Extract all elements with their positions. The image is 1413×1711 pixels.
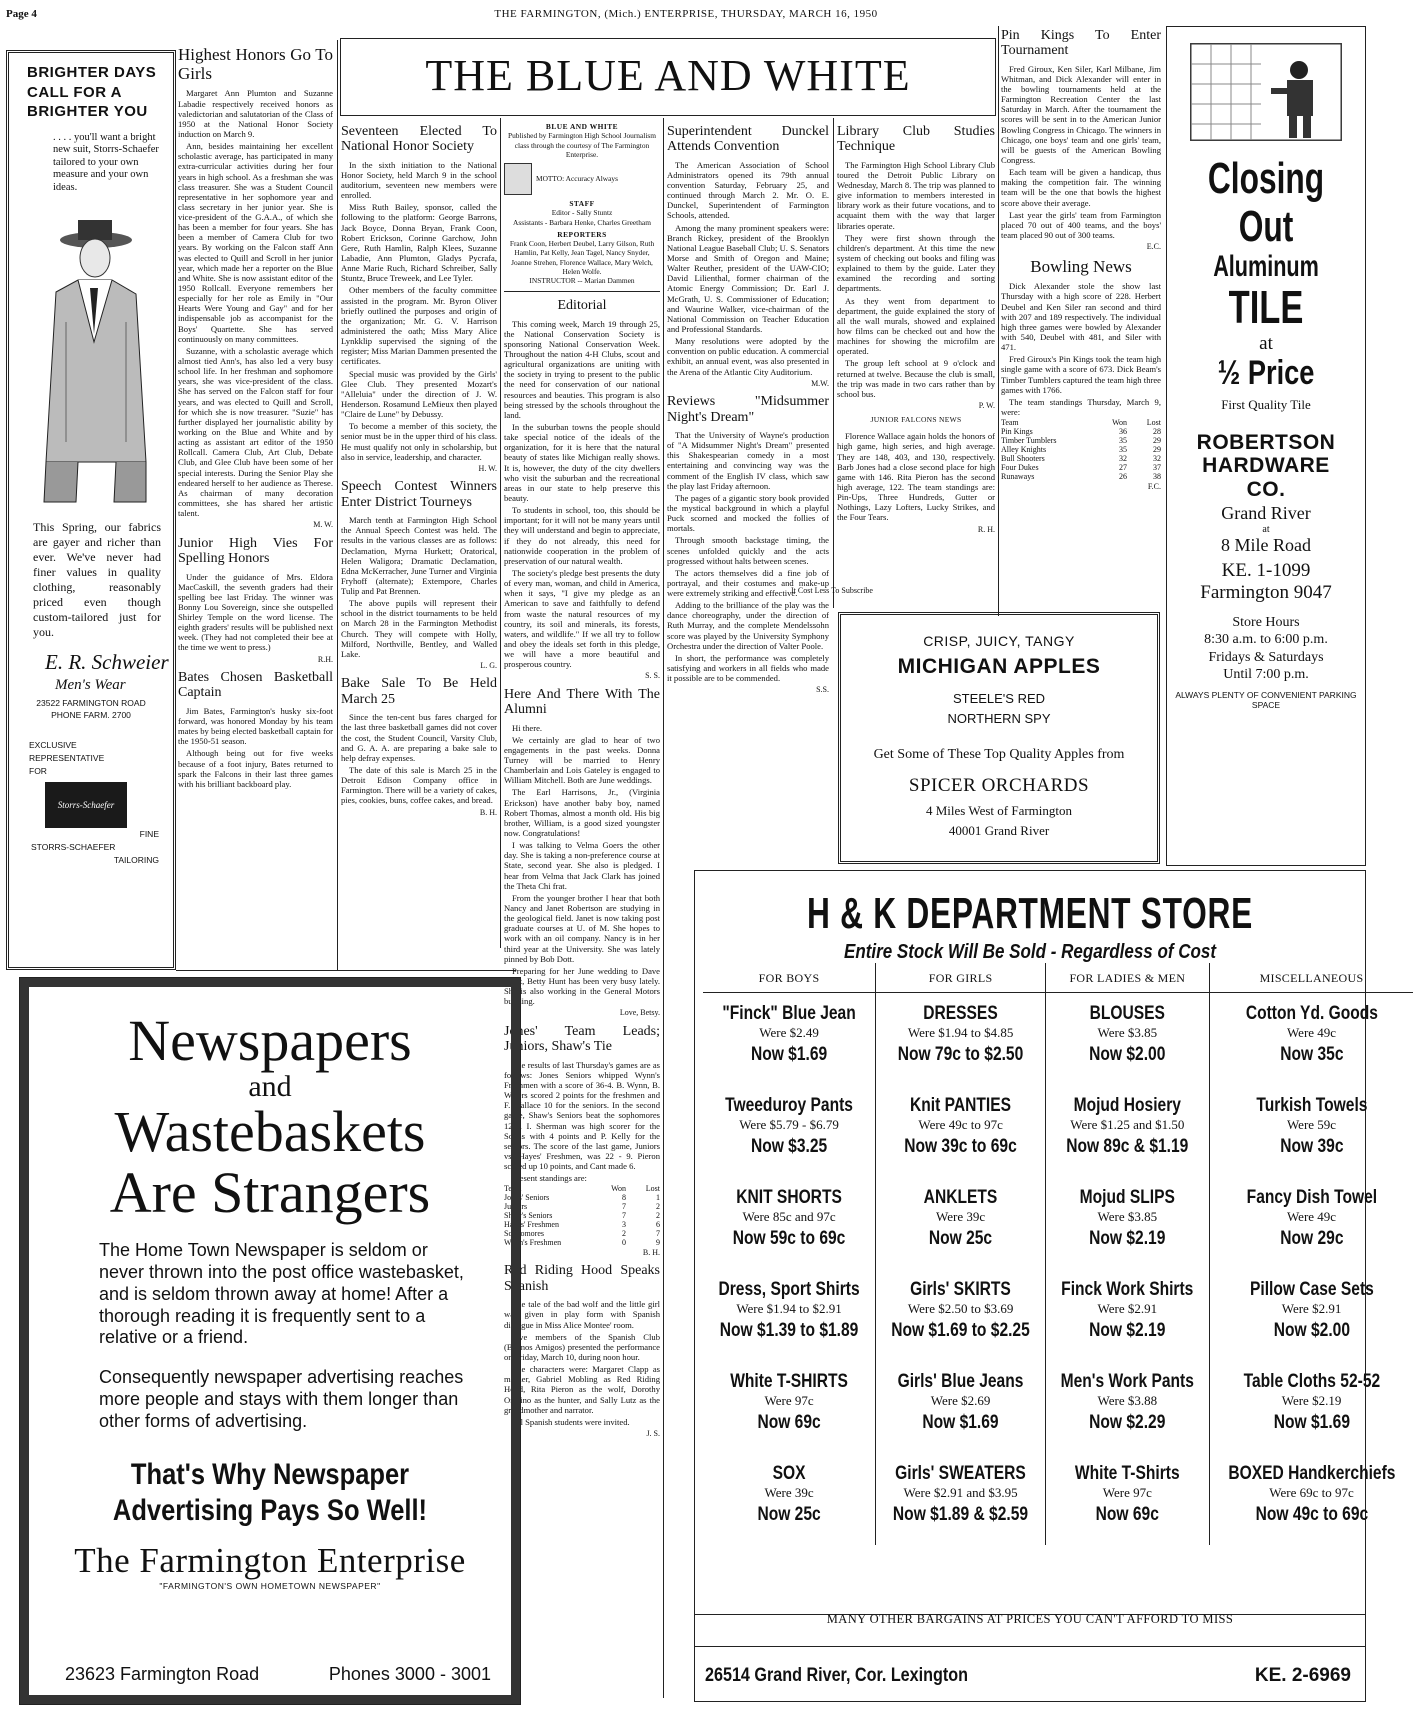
sale-item-now: Now 59c to 69c	[732, 1228, 846, 1249]
riding-headline: Red Riding Hood Speaks Spanish	[504, 1263, 660, 1294]
library-sig: P. W.	[978, 401, 995, 411]
sale-item-was: Were $2.91 and $3.95	[903, 1485, 1018, 1500]
parking-text: ALWAYS PLENTY OF CONVENIENT PARKING SPACE	[1175, 689, 1357, 711]
table-header: Team Won Lost	[504, 1184, 660, 1194]
sale-item-now: Now $2.19	[1089, 1228, 1166, 1249]
grand-river-text: Grand River	[1221, 503, 1311, 524]
dunckel-headline: Superintendent Dunckel Attends Convention	[667, 124, 829, 155]
honors-para-3: Suzanne, with a scholastic average which almost tied Ann's, has also led a very busy school life. In her freshman and sophomore years, she was vice-president of the class. She has served on the Falcon staff for four years, and was elected to Quill and Scroll, for which she is now treasurer. "Suzie" has further displayed her journalistic ability by working on the Blue and White and by acting as assistant art editor of the 1950 Rollcall. Camera Club, Art Club, Debate Club, and Glee Club have been some of her special interests. During the Senior Play she endeared herself to her audience as Therese. As chairman of many decoration committees, she has shared her artistic talent.	[178, 345, 333, 519]
sale-item	[1045, 1085, 1209, 1177]
staff-instructor: INSTRUCTOR -- Marian Dammen	[529, 276, 635, 285]
sale-item-name: Men's Work Pants	[1060, 1371, 1194, 1392]
bake-para-2: The date of this sale is March 25 in the Detroit Edison Company office in Farmington. There will be a variety of cakes, pies, cookies, buns, coffee cakes, and bread.	[341, 764, 497, 806]
sale-item	[875, 1361, 1045, 1453]
sale-item	[1045, 1177, 1209, 1269]
sale-item-name: Dress, Sport Shirts	[718, 1279, 860, 1300]
honors-para-2: Ann, besides maintaining her excellent scholastic average, has participated in many extra-curricular activities during her four years in high school. As a freshman she was class treasurer. She was a Student Council representative in her sophomore year and class secretary in her junior year. She is vice-president of the G.A.A., of which she has been a member for four years. She has been a member of Camera Club for two years. By working on the Falcon staff Ann was elected to Quill and Scroll in her junior year, which made her a reporter on the Blue and White. She is now assistant editor of the 1950 Rollcall. Everyone remembers her especially for her role as Emily in "Our Hearts Were Young and Gay" and for her indispensable job as accompanist for the Boys' Quartette. She has served continuously on many committees.	[178, 141, 333, 344]
hk-subtitle: Entire Stock Will Be Sold - Regardless of Cost	[843, 941, 1217, 963]
sale-item-now: Now 79c to $2.50	[897, 1044, 1024, 1065]
sale-item-name: KNIT SHORTS	[736, 1187, 842, 1208]
ad-intro: . . . . you'll want a bright new suit, Storrs-Schaefer tailored to your own measure and your own ideas.	[53, 131, 159, 193]
ad-line-and: and	[248, 1069, 292, 1103]
table-row: Four Dukes 27 37	[1001, 462, 1161, 472]
paper-address: 23623 Farmington Road	[65, 1664, 260, 1684]
sale-item-name: Girls' SWEATERS	[895, 1463, 1026, 1484]
sale-item	[875, 1177, 1045, 1269]
sale-item-name: White T-Shirts	[1074, 1463, 1180, 1484]
banner-title: THE BLUE AND WHITE	[425, 51, 911, 100]
staff-label: STAFF	[569, 199, 595, 208]
sale-item	[703, 1177, 875, 1269]
riding-para-1: The tale of the bad wolf and the little girl was given in play form with Spanish dialogue in Miss Alice Montee' room.	[504, 1299, 660, 1330]
pinkings-para-1: Fred Giroux, Ken Siler, Karl Milbane, Jim Whitman, and Dick Alexander will enter in the bowling tournaments held at the Farmington Recreation Center the last Saturday in March. After the tournament the scores will be sent in to the American Junior Bowling Congress in Chicago. The winners in Chicago, one boys' team and one girls' team, will be guests of the American Bowling Congress.	[1001, 63, 1161, 166]
nhs-para-4: Special music was provided by the Girls' Glee Club. They presented Mozart's "Alleluia" under the direction of J. W. Henderson. Rosamund LeMieux then played "Claire de Lune" by Debussy.	[341, 368, 497, 420]
bowling-para-2: Fred Giroux's Pin Kings took the team high single game with a score of 673. Dick Beam's Timber Tumblers captured the team high three games with 1766.	[1001, 354, 1161, 395]
sale-item-was: Were 69c to 97c	[1269, 1485, 1354, 1500]
sale-item-now: Now 39c	[1279, 1136, 1344, 1157]
sale-item-was: Were 39c	[936, 1209, 986, 1224]
sale-item-name: "Finck" Blue Jean	[722, 1003, 856, 1024]
falcons-headline: JUNIOR FALCONS NEWS	[870, 415, 962, 425]
riding-para-3: The characters were: Margaret Clapp as mother, Gabriel Mobling as Red Riding Hood, Rita Pieron as the wolf, Dorothy Orofino as the hunter, and Sally Lutz as the grandmother and narrator.	[504, 1364, 660, 1415]
library-headline: Library Club Studies Technique	[837, 124, 995, 155]
alumni-para-1: Hi there.	[512, 722, 543, 733]
column-2	[341, 122, 497, 967]
sale-item-was: Were $2.91	[1097, 1301, 1158, 1316]
ad-line-strangers: Are Strangers	[109, 1159, 431, 1225]
sale-item	[875, 1269, 1045, 1361]
sale-item-was: Were $1.94 to $4.85	[907, 1025, 1014, 1040]
sale-item-now: Now 69c	[1095, 1504, 1159, 1525]
alumni-para-2: We certainly are glad to hear of two engagements in the past weeks. Donna Turney will be married to Henry Chamberlain and Lois Gateley is engaged to William Mitchell. Both are June weddings.	[504, 734, 660, 786]
table-row: Wynn's Freshmen 0 9	[504, 1238, 660, 1248]
sale-item-name: BOXED Handkerchiefs	[1227, 1463, 1396, 1484]
column-header: FOR BOYS	[703, 963, 875, 993]
paper-name: The Farmington Enterprise	[74, 1541, 466, 1581]
editorial-para-4: The society's pledge best presents the duty of every man, woman, and child in America, when it says, "I give my pledge as an American to save and faithfully to defend from waste the natural resources of my country, its soil and minerals, its forests, waters, and wildlife." If we all try to follow and obey the ideals set forth in this pledge, we will have a more beautiful and prosperous country.	[504, 568, 660, 670]
bowling-standings-table	[1001, 419, 1161, 482]
table-row: Timber Tumblers 35 29	[1001, 436, 1161, 446]
at2-text: at	[1262, 524, 1270, 536]
sale-item	[1045, 1361, 1209, 1453]
dunckel-para-3: Many resolutions were adopted by the convention on public education. A commercial exhibit, an annual event, was also presented in the Arena of the Atlantic City Auditorium.	[667, 336, 829, 377]
ad-line-newspapers: Newspapers	[128, 1008, 412, 1073]
paper-phones: Phones 3000 - 3001	[328, 1664, 491, 1684]
spicer-apples-ad	[838, 612, 1160, 864]
staff-box-publisher: Published by Farmington High School Journalism class through the courtesy of The Farmington Enterprise.	[507, 131, 657, 159]
sale-item	[1045, 993, 1209, 1085]
dunckel-para-1: The American Association of School Administrators opened its 79th annual convention Saturday, February 25, and continued through March 2. Mr. O. E. Dunckel, Superintendent of Farmington Schools, attended.	[667, 159, 829, 221]
tile-text: TILE	[1228, 281, 1304, 334]
blue-and-white-banner	[340, 38, 996, 116]
sale-item-was: Were 97c	[1102, 1485, 1152, 1500]
column-header: FOR GIRLS	[875, 963, 1045, 993]
alumni-sig: Love, Betsy.	[619, 1008, 660, 1018]
sale-item	[703, 1269, 875, 1361]
sale-item-now: Now $2.29	[1089, 1412, 1166, 1433]
pinkings-para-2: Each team will be given a handicap, thus making the competition fair. The winning team will be the one that bowls the highest score above their average.	[1001, 167, 1161, 208]
midsummer-para-5: Adding to the brilliance of the play was the dance choreography, under the direction of Ruth Murray, and the complete Mendelssohn score was played by the University Symphony Orchestra under the direction of Valter Poole.	[667, 600, 829, 651]
staff-box-title: BLUE AND WHITE	[545, 122, 619, 131]
sale-item-was: Were 39c	[764, 1485, 814, 1500]
tile-worker-illustration	[1190, 43, 1342, 141]
table-header: Team Won Lost	[1001, 418, 1161, 428]
midsummer-para-3: Through smooth backstage timing, the scenes unfolded quickly and the acts progressed without halts between scenes.	[667, 535, 829, 566]
hk-address: 26514 Grand River, Cor. Lexington	[705, 1665, 968, 1686]
sale-item-name: Knit PANTIES	[910, 1095, 1012, 1116]
page-header	[0, 6, 1372, 26]
sale-item-now: Now 25c	[757, 1504, 821, 1525]
ad-body-2: Consequently newspaper advertising reaches more people and stays with them longer than other forms of advertising.	[99, 1367, 464, 1432]
sale-item-now: Now $2.00	[1089, 1044, 1166, 1065]
sale-item-was: Were $2.91	[1281, 1301, 1342, 1316]
sale-item-name: Girls' Blue Jeans	[897, 1371, 1024, 1392]
honors-headline: Highest Honors Go To Girls	[178, 45, 333, 83]
table-row: Juniors 7 2	[504, 1202, 660, 1212]
editorial-para-1: This coming week, March 19 through 25, the National Conservation Society is sponsoring National Conservation Week. Throughout the nation 4-H Clubs, scout and agricultural organizations are uniting with the society in trying to present to the public the need for conservation of our national resources and beauties. This program is also being stressed by the schools throughout the land.	[504, 318, 660, 420]
bates-para-1: Jim Bates, Farmington's husky six-foot forward, was honored Monday by his team mates by being elected basketball captain for the 1950-51 season.	[178, 705, 333, 747]
half-price-text: ½ Price	[1217, 354, 1315, 393]
bowling-sig: F.C.	[1147, 481, 1161, 491]
sale-item	[1209, 1085, 1413, 1177]
nhs-para-1: In the sixth initiation to the National Honor Society, held March 9 in the school auditorium, seventeen new members were enrolled.	[341, 159, 497, 201]
sale-item-was: Were $3.88	[1097, 1393, 1158, 1408]
riding-para-4: All Spanish students were invited.	[512, 1416, 630, 1427]
sale-item-was: Were $5.79 - $6.79	[739, 1117, 839, 1132]
editorial-para-3: To students in school, too, this should be important; for it will not be many years until they will understand and begin to appreciate, if they do not already, this need for nationwide cooperation in the problem of preservation of our natural wealth.	[504, 505, 660, 566]
sale-item	[703, 993, 875, 1085]
storrs-schaefer-logo: Storrs-Schaefer	[45, 782, 127, 828]
hk-price-grid	[703, 963, 1396, 1545]
honors-para-1: Margaret Ann Plumton and Suzanne Labadie respectively received honors as valedictorian and salutatorian of the Class of 1950 at the National Honor Society induction on March 9.	[178, 88, 333, 139]
sale-item-name: Turkish Towels	[1255, 1095, 1368, 1116]
ad-body: This Spring, our fabrics are gayer and richer than ever. We've never had finer values in quality clothing, reasonably priced even though custom-tailored just for you.	[33, 520, 161, 640]
orchard-address: 4 Miles West of Farmington 40001 Grand River	[925, 803, 1073, 839]
table-row: Shaw's Seniors 7 2	[504, 1211, 660, 1221]
exclusive-label: EXCLUSIVE REPRESENTATIVE FOR	[29, 739, 105, 776]
storrs-schaefer-ad	[6, 50, 176, 970]
sale-item	[1209, 1361, 1413, 1453]
spelling-para-1: Under the guidance of Mrs. Eldora MacCaskill, the seventh graders had their spelling bee last Friday. The winner was Bonny Lou Sovereign, since she outspelled Shirley Temple on the word license. The eighth graders' results will be published next week. (They had not completed their bee at the time we went to press.)	[178, 571, 333, 653]
jones-headline: Jones' Team Leads; Juniors, Shaw's Tie	[504, 1023, 660, 1055]
ad-line-wastebaskets: Wastebaskets	[114, 1098, 426, 1164]
staff-editors: Editor - Sally Stuntz Assistants - Barbara Henke, Charles Greetham	[513, 208, 651, 227]
hk-title: H & K DEPARTMENT STORE	[807, 889, 1253, 938]
nhs-sig: H. W.	[478, 463, 497, 473]
suited-man-illustration	[16, 202, 166, 512]
sale-item-was: Were 49c	[1286, 1025, 1337, 1040]
nhs-para-3: Other members of the faculty committee assisted in the program. Mr. Byron Oliver briefly outlined the purposes and origin of the organization; Mr. G. V. Harrison administered the oath; Miss Mary Alice Lynkklip supervised the signing of the register; Miss Marian Dammen presented the certificates.	[341, 285, 497, 367]
sale-item-now: Now $1.69	[750, 1044, 828, 1065]
midsummer-para-1: That the University of Wayne's production of "A Midsummer Night's Dream" presented this Shakespearian comedy in a most entertaining and convincing way was the comment of the English IV class, which saw the play last Friday afternoon.	[667, 429, 829, 491]
editorial-headline: Editorial	[557, 298, 607, 314]
sale-item-now: Now 29c	[1279, 1228, 1344, 1249]
sale-item-now: Now $1.89 & $2.59	[893, 1504, 1029, 1525]
robertson-tile-ad	[1166, 26, 1366, 866]
sale-item-name: Mojud SLIPS	[1079, 1187, 1175, 1208]
sale-item	[1209, 993, 1413, 1085]
store-name: ROBERTSON HARDWARE CO.	[1196, 430, 1336, 501]
sale-item	[1209, 1453, 1413, 1545]
column-header: FOR LADIES & MEN	[1045, 963, 1209, 993]
sale-item-name: White T-SHIRTS	[730, 1371, 848, 1392]
sale-item-was: Were $3.85	[1097, 1209, 1158, 1224]
out-text: Out	[1238, 201, 1294, 251]
midsummer-para-2: The pages of a gigantic story book provided the mystical background in which a playful Puck scorned and mocked the follies of mortals.	[667, 492, 829, 534]
speech-para-1: March tenth at Farmington High School the Annual Speech Contest was held. The results in the various classes are as follows: Declamation, Myrna Hurkett; Oratorical, Helen Waligora; Dramatic Declamation, Edna McKerracher, June Turner and Virginia Fryhoff (alternate); Extempore, Charles Tulip and Pat Brennen.	[341, 515, 497, 597]
sale-item-name: Cotton Yd. Goods	[1245, 1003, 1378, 1024]
sale-item-was: Were $2.50 to $3.69	[907, 1301, 1014, 1316]
midsummer-sig: S.S.	[816, 685, 829, 695]
column-header: MISCELLANEOUS	[1209, 963, 1413, 993]
sale-item-now: Now $2.00	[1273, 1320, 1350, 1341]
apple-varieties: STEELE'S RED NORTHERN SPY	[947, 691, 1051, 727]
sale-item-now: Now 25c	[928, 1228, 993, 1249]
sale-item-name: BLOUSES	[1089, 1003, 1166, 1024]
hk-phone: KE. 2-6969	[1254, 1665, 1351, 1686]
store-hours: Store Hours 8:30 a.m. to 6:00 p.m. Fridays & Saturdays Until 7:00 p.m.	[1204, 614, 1328, 683]
honors-sig: M. W.	[313, 520, 333, 530]
jones-standings-table	[504, 1185, 660, 1248]
closing-text: Closing	[1207, 154, 1325, 203]
apples-line-2: MICHIGAN APPLES	[897, 655, 1101, 678]
sale-item-name: Fancy Dish Towel	[1246, 1187, 1377, 1208]
sale-item	[875, 1453, 1045, 1545]
table-row: Sophomores 2 7	[504, 1229, 660, 1239]
editorial-sig: S. S.	[645, 671, 660, 681]
sale-item	[1209, 1177, 1413, 1269]
library-para-3: As they went from department to department, the guide explained the story of all the wall murals, showed and explained how films can be checked out and how the machines for showing the microfilm are operated.	[837, 295, 995, 357]
tailoring-label: STORRS-SCHAEFER TAILORING	[31, 841, 159, 865]
table-row: Jones' Seniors 8 1	[504, 1193, 660, 1203]
speech-headline: Speech Contest Winners Enter District Tourneys	[341, 479, 497, 510]
masthead: THE FARMINGTON, (Mich.) ENTERPRISE, THURSDAY, MARCH 16, 1950	[494, 8, 878, 20]
sale-item-now: Now $1.39 to $1.89	[719, 1320, 859, 1341]
subscribe-line: It Cost Less To Subscribe	[791, 586, 873, 595]
jones-standings-label: Present standings are:	[512, 1173, 587, 1184]
library-para-4: The group left school at 9 o'clock and returned at twelve. Because the club is small, the trip was made in two cars rather than by school bus.	[837, 358, 995, 399]
hk-department-store-ad	[694, 870, 1396, 1702]
dunckel-sig: M.W.	[811, 378, 829, 388]
sale-item	[703, 1453, 875, 1545]
shop-address: 23522 FARMINGTON ROAD	[36, 698, 146, 709]
alumni-para-6: Preparing for her June wedding to Dave Ernst, Betty Hunt has been very busy lately. She is also working in the General Motors building.	[504, 965, 660, 1007]
speech-sig: L. G.	[480, 661, 497, 671]
column-6	[1001, 26, 1161, 616]
sale-item-name: Tweeduroy Pants	[725, 1095, 853, 1116]
falcons-sig: R. H.	[977, 524, 995, 534]
column-4	[667, 122, 829, 695]
sale-item	[875, 1085, 1045, 1177]
mile-road-text: 8 Mile Road	[1221, 535, 1311, 556]
sale-item-now: Now $1.69	[922, 1412, 999, 1433]
table-row: Runaways 26 38	[1001, 471, 1161, 481]
quality-text: First Quality Tile	[1221, 396, 1311, 412]
table-row: Bull Shooters 32 32	[1001, 453, 1161, 463]
shop-name: E. R. Schweier	[45, 650, 169, 675]
dunckel-para-2: Among the many prominent speakers were: Branch Rickey, president of the Brooklyn National League Baseball Club; U. S. Senators Morse and Smith of Oregon and Maine; Walter Reuther, president of the UAW-CIO; David Lilienthal, former chairman of the Atomic Energy Commission; Dr. Earl J. McGrath, U. S. Commissioner of Education; and Waurine Walker, vice-chairman of the National Commission on Teacher Education and Professional Standards.	[667, 222, 829, 335]
alumni-para-5: From the younger brother I hear that both Nancy and Janet Robertson are studying in the geological field. Janet is now taking post graduate courses at U. of M. She hopes to work with an oil company. Nancy is in her third year at the University. She was lately pinned by Bob Dott.	[504, 892, 660, 964]
reporters-label: REPORTERS	[557, 229, 607, 239]
aluminum-text: Aluminum	[1213, 250, 1319, 284]
sale-item-name: SOX	[772, 1463, 806, 1484]
library-para-1: The Farmington High School Library Club toured the Detroit Public Library on Wednesday, March 8. The trip was planned to give information to members interested in library work as their future vocations, and to acquaint them with the way that larger libraries operate.	[837, 159, 995, 231]
sale-item-name: Mojud Hosiery	[1073, 1095, 1182, 1116]
midsummer-headline: Reviews "Midsummer Night's Dream"	[667, 394, 829, 425]
sale-item-was: Were 49c to 97c	[918, 1117, 1003, 1132]
bowling-para-3: The team standings Thursday, March 9, were:	[1001, 396, 1161, 417]
alumni-para-3: The Earl Harrisons, Jr., (Virginia Erickson) have another baby boy, named Robert Thomas, almost a month old. His big brother, William, is a good sized youngster now. Congratulations!	[504, 787, 660, 839]
riding-sig: J. S.	[646, 1428, 660, 1438]
sale-item-was: Were $2.49	[759, 1025, 819, 1040]
sale-item-now: Now 89c & $1.19	[1066, 1136, 1189, 1157]
jones-para-1: The results of last Thursday's games are as follows: Jones Seniors whipped Wynn's Freshmen with a score of 36-4. B. Wynn, B. Waters scored 2 points for the freshmen and F. Wallace 10 for the seniors. In the second game, Shaw's Seniors beat the sophomores 12-7. I. Sherman was high scorer for the Sophs with 4 points and P. Kelly for the seniors. The score of the last game, Juniors vs. Hayes' Freshmen, was 22 - 9. Pieron scored up 10 points, and Cant made 6.	[504, 1059, 660, 1172]
apples-line-1: CRISP, JUICY, TANGY	[923, 633, 1075, 649]
sale-item-name: DRESSES	[923, 1003, 998, 1024]
apples-line-6: SPICER ORCHARDS	[908, 775, 1090, 797]
bates-para-2: Although being out for five weeks because of a foot injury, Bates returned to spark the Falcons in their last three games with his brilliant backboard play.	[178, 748, 333, 789]
sale-item-name: Girls' SKIRTS	[910, 1279, 1011, 1300]
sale-item	[1045, 1453, 1209, 1545]
sale-item	[703, 1361, 875, 1453]
column-5	[837, 122, 995, 610]
column-1	[178, 44, 333, 970]
bake-para-1: Since the ten-cent bus fares charged for the last three basketball games did not cover the cost, the Student Council, Varsity Club, and G. A. A. are preparing a bake sale to help defray expenses.	[341, 712, 497, 763]
staff-box	[504, 122, 660, 285]
nhs-headline: Seventeen Elected To National Honor Society	[341, 124, 497, 155]
pinkings-sig: E.C.	[1146, 242, 1161, 252]
sale-item-now: Now $1.69	[1273, 1412, 1350, 1433]
editorial-para-2: In the suburban towns the people should take special notice of the ideals of the organization, for it is here that the natural beauty of states like Michigan really shows. It is, however, the duty of the city dwellers who visit the suburban and the recreational areas in our state to help preserve this beauty.	[504, 422, 660, 504]
sale-item-name: Pillow Case Sets	[1249, 1279, 1374, 1300]
sale-item	[1045, 1269, 1209, 1361]
jones-sig: B. H.	[642, 1248, 660, 1258]
sale-item-now: Now 39c to 69c	[904, 1136, 1017, 1157]
shop-sub: Men's Wear	[55, 677, 126, 694]
falcons-para-1: Florence Wallace again holds the honors of high game, high series, and high average. They are 148, 403, and 130, respectively. Barb Jones had a close second place for high game with 146. Rita Pieron has the second high average, 122. The team standings are: Pin-Ups, Three Hundreds, Gutter or Nothings, Lazy Lofters, Lucky Strikes, and the Four Tears.	[837, 431, 995, 523]
sale-item	[875, 993, 1045, 1085]
pinkings-headline: Pin Kings To Enter Tournament	[1001, 28, 1161, 59]
sale-item-was: Were $1.25 and $1.50	[1070, 1117, 1185, 1132]
sale-item-was: Were $1.94 to $2.91	[736, 1301, 842, 1316]
nhs-para-2: Miss Ruth Bailey, sponsor, called the following to the platform: George Barrons, Jack Boyce, Donna Bryan, Frank Coon, Robert Erickson, Corinne Garchow, John Gere, Ruth Hamlin, Ralph Klees, Suzanne Labadie, Ann Plumton, Gladys Pycrafa, Anne Marie Ruch, Richard Schreiber, Sally Stuntz, Bruce Treweek, and Lee Tyler.	[341, 202, 497, 284]
table-row: Pin Kings 36 28	[1001, 427, 1161, 437]
staff-box-motto: MOTTO: Accuracy Always	[536, 174, 618, 184]
ad-slogan: That's Why Newspaper Advertising Pays So Well!	[112, 1458, 428, 1528]
ad-body-1: The Home Town Newspaper is seldom or never thrown into the post office wastebasket, and is seldom thrown away at home! After a thorough reading it is frequently sent to a relative or a friend.	[99, 1239, 464, 1348]
staff-reporters: Frank Coon, Herbert Deubel, Larry Gilson, Ruth Hamlin, Pat Kelly, Jean Tagel, Nancy Snyder, Joanne Strehen, Florence Wallace, Mary Welch, Helen Wolfe.	[509, 239, 655, 276]
riding-para-2: Five members of the Spanish Club (Buenos Amigos) presented the performance on Friday, March 10, during noon hour.	[504, 1331, 660, 1362]
sale-item-was: Were 59c	[1286, 1117, 1337, 1132]
page-number: Page 4	[6, 8, 37, 20]
sale-item-name: ANKLETS	[923, 1187, 998, 1208]
school-crest-icon	[504, 163, 532, 195]
paper-tagline: "FARMINGTON'S OWN HOMETOWN NEWSPAPER"	[159, 1581, 381, 1592]
sale-item-now: Now $1.69 to $2.25	[891, 1320, 1030, 1341]
alumni-headline: Here And There With The Alumni	[504, 686, 660, 718]
fine-label: FINE	[139, 829, 159, 840]
sale-item	[1209, 1269, 1413, 1361]
bates-headline: Bates Chosen Basketball Captain	[178, 670, 333, 701]
bowling-headline: Bowling News	[1030, 256, 1132, 276]
column-3	[504, 122, 660, 1697]
shop-phone: PHONE FARM. 2700	[51, 709, 131, 720]
sale-item-now: Now 69c	[757, 1412, 821, 1433]
midsummer-para-4: The actors themselves did a fine job of portrayal, and their costumes and make-up were extremely striking and effective.	[667, 567, 829, 599]
sale-item-was: Were 49c	[1286, 1209, 1337, 1224]
speech-para-2: The above pupils will represent their school in the district tournaments to be held on March 28 in the Farmington Methodist Church. They will compete with Holly, Milford, Northville, Bentley, and Walled Lake.	[341, 598, 497, 659]
apples-line-5: Get Some of These Top Quality Apples from	[873, 747, 1125, 763]
at-text: at	[1259, 333, 1273, 355]
table-row: Hayes' Freshmen 3 6	[504, 1220, 660, 1230]
enterprise-newspaper-ad	[20, 978, 520, 1704]
hk-more-bargains: MANY OTHER BARGAINS AT PRICES YOU CAN'T AFFORD TO MISS	[826, 1612, 1234, 1626]
table-row: Alley Knights 35 29	[1001, 444, 1161, 454]
library-para-2: They were first shown through the children's department. At this time the new system of checking out books and filing was explained to them by the guide. Later they examined the recording and sorting departments.	[837, 232, 995, 294]
phones: KE. 1-1099 Farmington 9047	[1200, 560, 1332, 604]
sale-item-now: Now $3.25	[750, 1136, 828, 1157]
bowling-para-1: Dick Alexander stole the show last Thursday with a high score of 228. Herbert Deubel and Ken Siler ran second and third with 207 and 189 respectively. The individual high three games were bowled by Alexander with 540, Deubel with 481, and Siler with 471.	[1001, 281, 1161, 353]
sale-item-name: Finck Work Shirts	[1061, 1279, 1194, 1300]
sale-item-now: Now 49c to 69c	[1255, 1504, 1368, 1525]
sale-item-name: Table Cloths 52-52	[1243, 1371, 1380, 1392]
spelling-headline: Junior High Vies For Spelling Honors	[178, 535, 333, 567]
sale-item-now: Now 35c	[1279, 1044, 1344, 1065]
nhs-para-5: To become a member of this society, the senior must be in the upper third of his class. He must qualify not only in scholarship, but also in service, leadership, and character.	[341, 421, 497, 462]
sale-item	[703, 1085, 875, 1177]
sale-item-was: Were $2.69	[930, 1393, 991, 1408]
bake-headline: Bake Sale To Be Held March 25	[341, 676, 497, 707]
bake-sig: B. H.	[479, 807, 497, 817]
sale-item-was: Were $2.19	[1281, 1393, 1342, 1408]
spelling-sig: R.H.	[317, 654, 333, 664]
ad-headline: BRIGHTER DAYS CALL FOR A BRIGHTER YOU	[27, 64, 157, 120]
sale-item-now: Now $2.19	[1089, 1320, 1166, 1341]
sale-item-was: Were $3.85	[1097, 1025, 1158, 1040]
midsummer-para-6: In short, the performance was completely satisfying and workers in all fields who made it possible are to be commended.	[667, 652, 829, 684]
sale-item-was: Were 97c	[764, 1393, 814, 1408]
pinkings-para-3: Last year the girls' team from Farmington placed 70 out of 400 teams, and the boys' team placed 90 out of 300 teams.	[1001, 209, 1161, 241]
alumni-para-4: I was talking to Velma Goers the other day. She is taking a non-preference course at State, second year. She also is pledged. I hear from Velma that Jack Clark has joined the Theta Chi frat.	[504, 840, 660, 891]
sale-item-was: Were 85c and 97c	[742, 1209, 836, 1224]
